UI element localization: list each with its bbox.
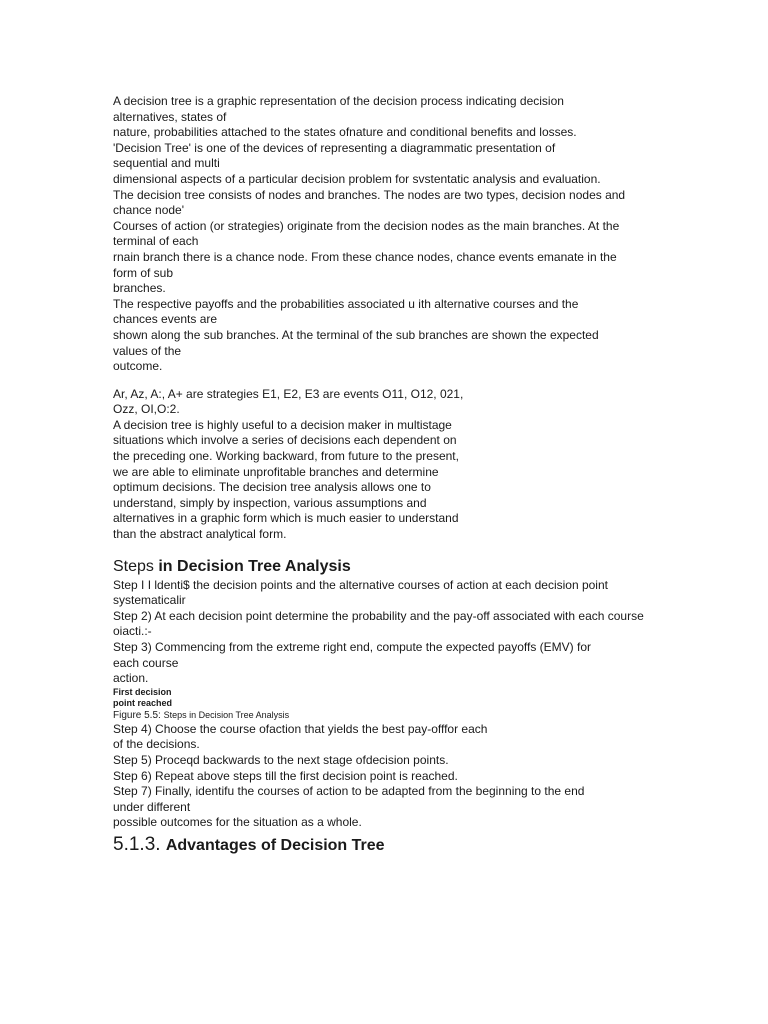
text-line: Ozz, OI,O:2.: [113, 402, 180, 417]
step-line: Step 6) Repeat above steps till the first decision point is reached.: [113, 768, 458, 783]
step-line: Step 4) Choose the course ofaction that yields the best pay-offfor each: [113, 721, 488, 736]
text-line: nature, probabilities attached to the states ofnature and conditional benefits and losses.: [113, 125, 577, 140]
text-line: branches.: [113, 281, 166, 296]
text-line: optimum decisions. The decision tree analysis allows one to: [113, 480, 431, 495]
step-line: of the decisions.: [113, 737, 200, 752]
text-line: chance node': [113, 203, 185, 218]
text-line: values of the: [113, 343, 182, 358]
text-line: form of sub: [113, 265, 174, 280]
steps-heading-title: in Decision Tree Analysis: [158, 557, 351, 575]
text-line: 'Decision Tree' is one of the devices of representing a diagrammatic presentation of: [113, 140, 556, 155]
text-line: than the abstract analytical form.: [113, 527, 287, 542]
text-line: chances events are: [113, 312, 218, 327]
step-line: each course: [113, 655, 179, 670]
figure-label: First decision: [113, 686, 172, 697]
strategies-paragraph: [113, 387, 653, 418]
text-line: situations which involve a series of decisions each dependent on: [113, 433, 457, 448]
text-line: terminal of each: [113, 234, 199, 249]
document-body: [113, 94, 653, 858]
text-line: A decision tree is highly useful to a decision maker in multistage: [113, 417, 452, 432]
text-line: alternatives, states of: [113, 109, 227, 124]
step-line: under different: [113, 799, 191, 814]
usefulness-paragraph: [113, 418, 483, 543]
step-line: Step 2) At each decision point determine the probability and the pay-off associated with each course: [113, 608, 644, 623]
step-line: Step 5) Proceqd backwards to the next stage ofdecision points.: [113, 752, 449, 767]
text-line: dimensional aspects of a particular decision problem for svstentatic analysis and evaluation.: [113, 171, 601, 186]
figure-caption: [113, 709, 653, 722]
text-line: we are able to eliminate unprofitable branches and determine: [113, 464, 439, 479]
section-title: Advantages of Decision Tree: [165, 836, 385, 854]
step-line: Step 3) Commencing from the extreme right end, compute the expected payoffs (EMV) for: [113, 640, 592, 654]
section-heading: [113, 833, 653, 858]
step-line: possible outcomes for the situation as a whole.: [113, 815, 362, 830]
steps-list: [113, 578, 653, 687]
text-line: The decision tree consists of nodes and branches. The nodes are two types, decision nodes and: [113, 187, 626, 202]
text-line: sequential and multi: [113, 156, 220, 171]
text-line: understand, simply by inspection, various assumptions and: [113, 495, 427, 510]
figure-label: point reached: [113, 697, 173, 708]
text-line: the preceding one. Working backward, from future to the present,: [113, 449, 459, 464]
text-line: Ar, Az, A:, A+ are strategies E1, E2, E3 are events O11, O12, 021,: [113, 386, 464, 401]
step-line: action.: [113, 671, 149, 686]
step-line: oiacti.:-: [113, 624, 152, 639]
steps-heading: [113, 557, 653, 577]
figure-labels: [113, 687, 653, 709]
figure-caption-prefix: Figure 5.5:: [113, 709, 164, 721]
step-line: Step 7) Finally, identifu the courses of action to be adapted from the beginning to the end: [113, 784, 585, 799]
text-line: A decision tree is a graphic representation of the decision process indicating decision: [113, 94, 564, 108]
intro-paragraph: [113, 94, 653, 375]
figure-caption-text: Steps in Decision Tree Analysis: [163, 709, 290, 720]
steps-heading-prefix: Steps: [113, 557, 159, 575]
text-line: outcome.: [113, 359, 163, 374]
text-line: shown along the sub branches. At the terminal of the sub branches are shown the expected: [113, 327, 599, 342]
text-line: The respective payoffs and the probabilities associated u ith alternative courses and the: [113, 296, 579, 311]
steps-list-continued: [113, 722, 653, 831]
text-line: rnain branch there is a chance node. From these chance nodes, chance events emanate in the: [113, 249, 617, 264]
text-line: Courses of action (or strategies) originate from the decision nodes as the main branches. At the: [113, 218, 620, 233]
section-number: 5.1.3.: [113, 833, 166, 855]
text-line: alternatives in a graphic form which is much easier to understand: [113, 511, 459, 526]
step-line: systematicalir: [113, 593, 186, 608]
step-line: Step I I ldenti$ the decision points and the alternative courses of action at each decision point: [113, 577, 608, 592]
